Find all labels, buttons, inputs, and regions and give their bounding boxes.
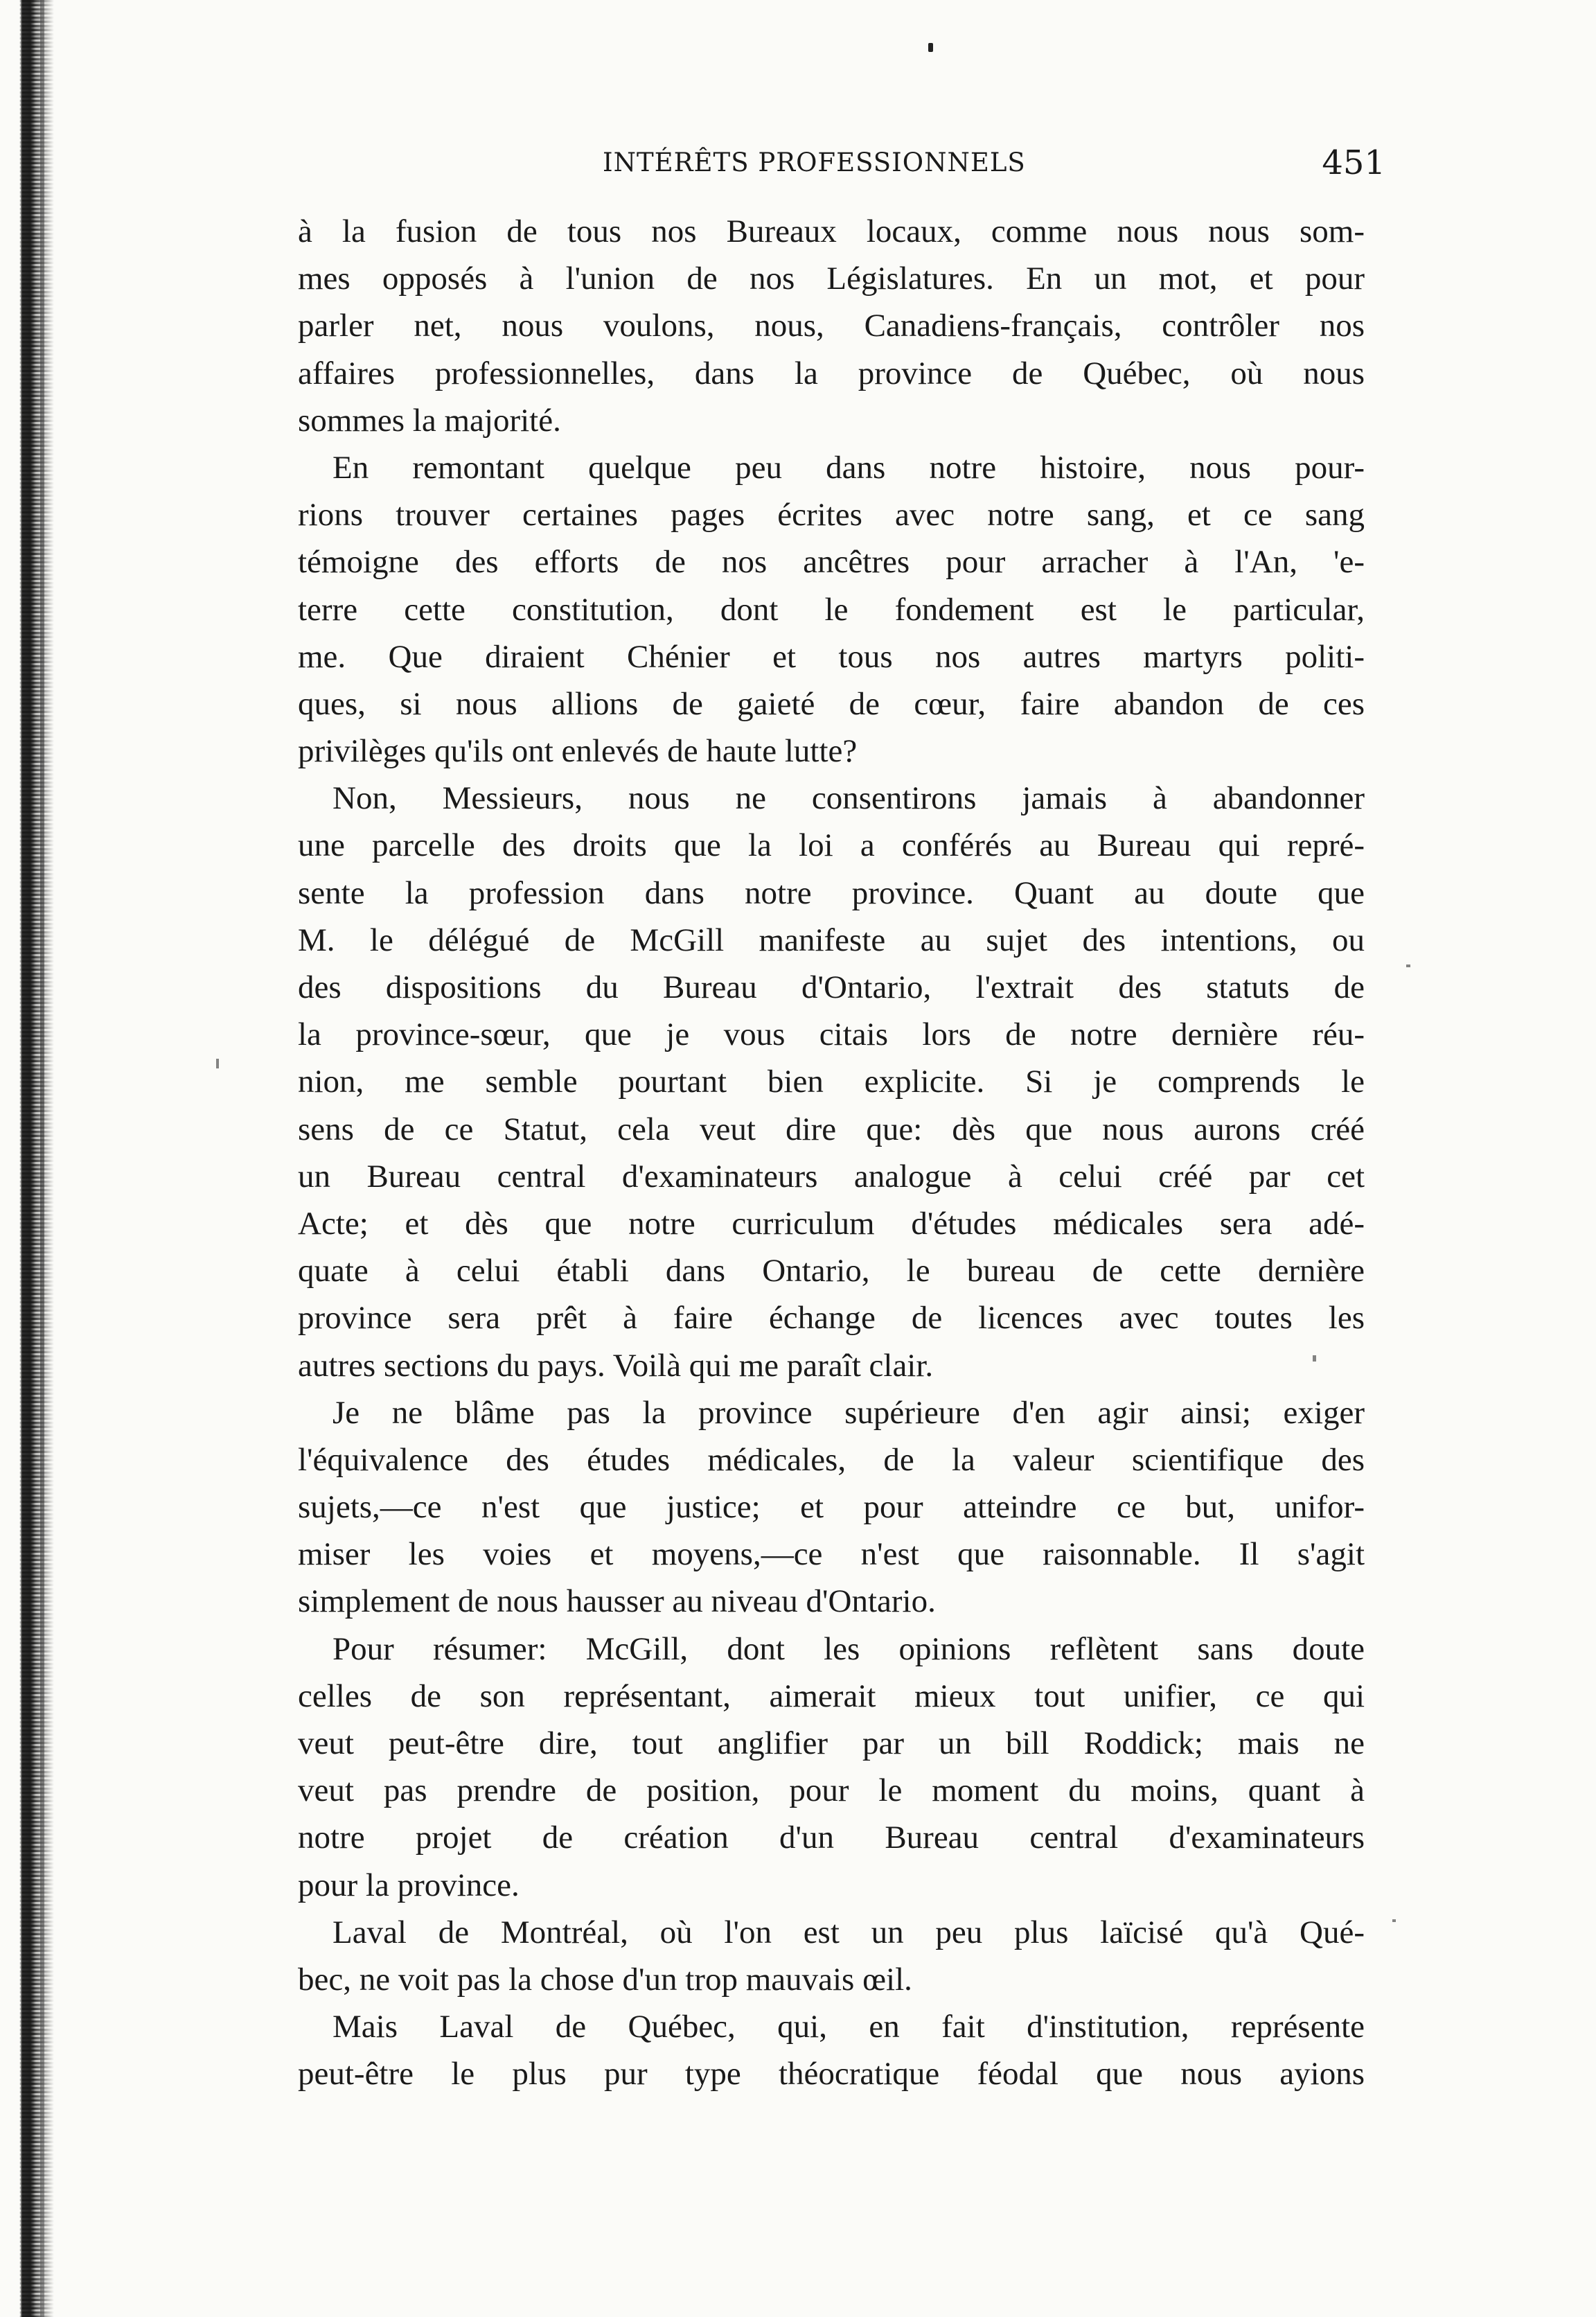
page-header <box>298 143 1385 189</box>
paragraph-start-line: Laval de Montréal, où l'on est un peu plus laïcisé qu'à Qué- <box>332 1914 1365 1950</box>
text-line: veut peut-être dire, tout anglifier par un bill Roddick; mais ne <box>298 1725 1365 1761</box>
running-head: INTÉRÊTS PROFESSIONNELS <box>603 148 1026 177</box>
text-line: celles de son représentant, aimerait mieux tout unifier, ce qui <box>298 1677 1365 1714</box>
text-line: simplement de nous hausser au niveau d'Ontario. <box>298 1583 936 1620</box>
text-line: affaires professionnelles, dans la province de Québec, où nous <box>298 355 1365 391</box>
paragraph-start-line: Je ne blâme pas la province supérieure d'en agir ainsi; exiger <box>332 1394 1365 1431</box>
text-line: à la fusion de tous nos Bureaux locaux, comme nous nous som- <box>298 213 1365 249</box>
text-line: province sera prêt à faire échange de licences avec toutes les <box>298 1300 1365 1337</box>
text-line: rions trouver certaines pages écrites avec notre sang, et ce sang <box>298 497 1365 534</box>
text-line: peut-être le plus pur type théocratique féodal que nous ayions <box>298 2056 1365 2093</box>
text-line: sujets,—ce n'est que justice; et pour atteindre ce but, unifor- <box>298 1489 1365 1526</box>
text-line: bec, ne voit pas la chose d'un trop mauvais œil. <box>298 1961 912 1998</box>
ink-mark <box>928 43 933 52</box>
text-line: la province-sœur, que je vous citais lors de notre dernière réu- <box>298 1016 1365 1053</box>
paragraph-start-line: Pour résumer: McGill, dont les opinions reflètent sans doute <box>332 1630 1365 1667</box>
binding-edge <box>0 0 54 2317</box>
page-number: 451 <box>1322 143 1385 182</box>
scan-speck <box>1392 1919 1396 1922</box>
paragraph-start-line: En remontant quelque peu dans notre histoire, nous pour- <box>332 449 1365 486</box>
body-text <box>298 208 1365 2098</box>
text-line: pour la province. <box>298 1867 520 1903</box>
text-line: une parcelle des droits que la loi a conférés au Bureau qui repré- <box>298 827 1365 864</box>
paragraph-start-line: Non, Messieurs, nous ne consentirons jamais à abandonner <box>332 780 1365 817</box>
text-line: me. Que diraient Chénier et tous nos autres martyrs politi- <box>298 638 1365 675</box>
paragraph-start-line: Mais Laval de Québec, qui, en fait d'institution, représente <box>332 2009 1365 2045</box>
scan-speck <box>216 1059 219 1068</box>
scan-speck <box>1406 964 1410 967</box>
text-line: un Bureau central d'examinateurs analogue à celui créé par cet <box>298 1158 1365 1195</box>
text-line: notre projet de création d'un Bureau central d'examinateurs <box>298 1820 1365 1856</box>
text-line: sommes la majorité. <box>298 402 561 439</box>
text-line: terre cette constitution, dont le fondement est le particular, <box>298 591 1365 628</box>
scan-speck <box>1313 1355 1316 1362</box>
text-line: Acte; et dès que notre curriculum d'études médicales sera adé- <box>298 1205 1365 1242</box>
text-line: témoigne des efforts de nos ancêtres pour arracher à l'An, 'e- <box>298 544 1365 581</box>
text-line: ques, si nous allions de gaieté de cœur, faire abandon de ces <box>298 685 1365 722</box>
binding-line <box>40 0 44 2317</box>
text-line: autres sections du pays. Voilà qui me paraît clair. <box>298 1347 934 1384</box>
text-line: veut pas prendre de position, pour le moment du moins, quant à <box>298 1772 1365 1809</box>
text-line: sens de ce Statut, cela veut dire que: dès que nous aurons créé <box>298 1111 1365 1147</box>
text-line: nion, me semble pourtant bien explicite. Si je comprends le <box>298 1064 1365 1100</box>
text-line: privilèges qu'ils ont enlevés de haute lutte? <box>298 733 858 770</box>
text-line: sente la profession dans notre province. Quant au doute que <box>298 874 1365 911</box>
text-line: parler net, nous voulons, nous, Canadiens-français, contrôler nos <box>298 308 1365 344</box>
text-line: mes opposés à l'union de nos Législatures. En un mot, et pour <box>298 261 1365 297</box>
text-line: miser les voies et moyens,—ce n'est que raisonnable. Il s'agit <box>298 1536 1365 1573</box>
text-line: l'équivalence des études médicales, de la valeur scientifique des <box>298 1441 1365 1478</box>
text-line: quate à celui établi dans Ontario, le bureau de cette dernière <box>298 1253 1365 1289</box>
text-line: M. le délégué de McGill manifeste au sujet des intentions, ou <box>298 922 1365 958</box>
text-line: des dispositions du Bureau d'Ontario, l'extrait des statuts de <box>298 969 1365 1005</box>
